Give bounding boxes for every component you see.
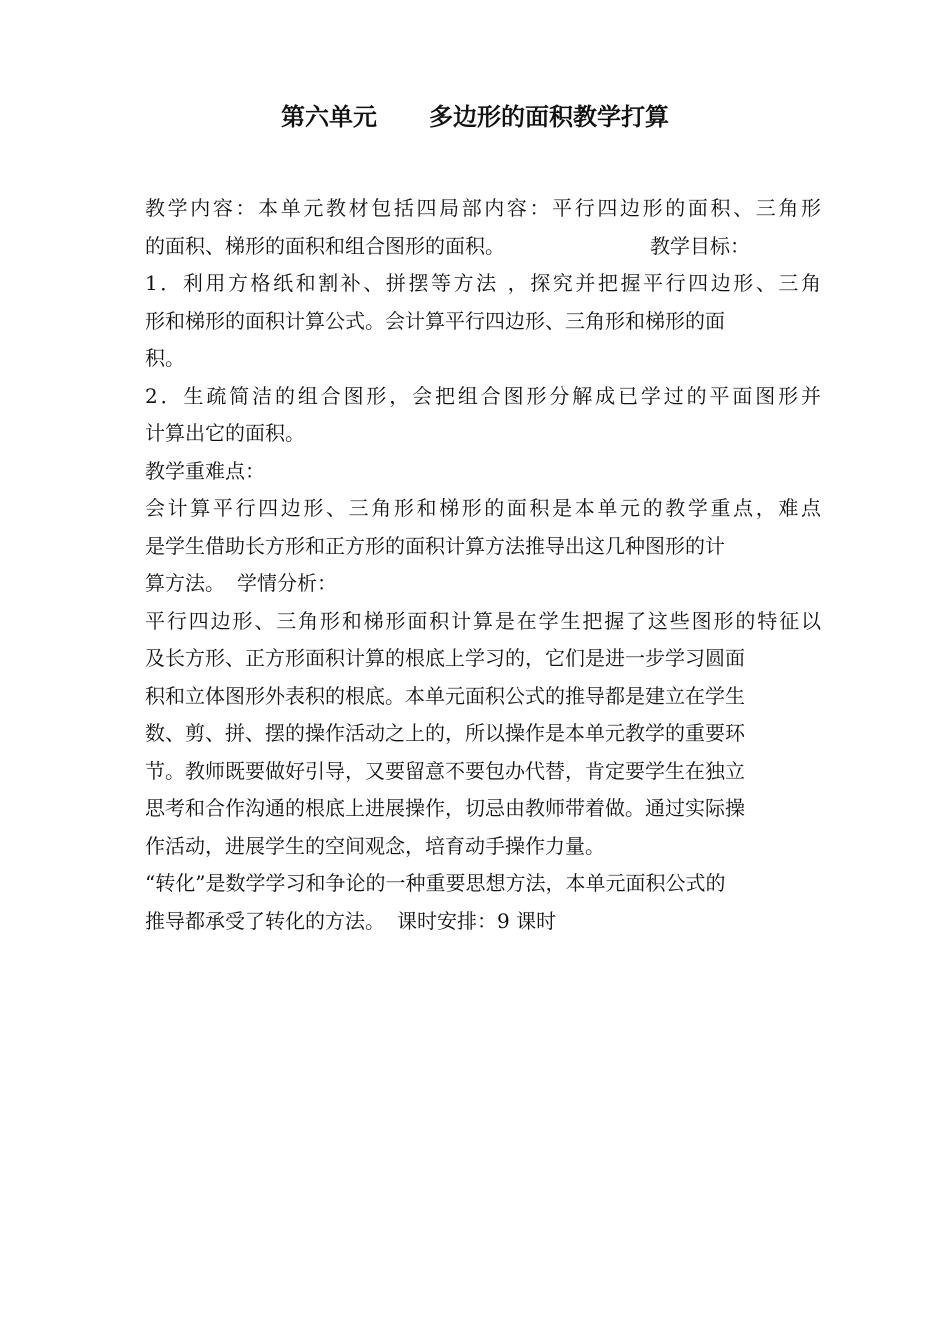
text-segment: 教学目标： [650,233,750,258]
text-line [145,228,821,266]
text-line: 2．生疏简洁的组合图形，会把组合图形分解成已学过的平面图形并 [145,383,821,408]
text-line: 及长方形、正方形面积计算的根底上学习的，它们是进一步学习圆面 [145,646,745,670]
text-segment: 学情分析： [237,571,337,595]
text-line [145,565,821,603]
document-title [0,101,950,133]
text-segment: 的面积、梯形的面积和组合图形的面积。 [145,233,505,258]
text-line: 节。教师既要做好引导，又要留意不要包办代替，肯定要学生在独立 [145,758,745,783]
text-line: 教学内容：本单元教材包括四局部内容：平行四边形的面积、三角形 [145,196,821,220]
text-line: 形和梯形的面积计算公式。会计算平行四边形、三角形和梯形的面 [145,308,725,333]
text-line: 会计算平行四边形、三角形和梯形的面积是本单元的教学重点，难点 [145,496,821,520]
text-line: 积。 [145,346,185,370]
text-line: 积和立体图形外表积的根底。本单元面积公式的推导都是建立在学生 [145,683,745,708]
title-unit: 第六单元 [281,103,377,131]
text-line: 数、剪、拼、摆的操作活动之上的，所以操作是本单元教学的重要环 [145,721,745,745]
text-line: 平行四边形、三角形和梯形面积计算是在学生把握了这些图形的特征以 [145,608,821,633]
text-line: “转化”是数学学习和争论的一种重要思想方法，本单元面积公式的 [145,871,726,895]
text-line [145,903,821,941]
document-body [145,190,821,940]
text-line: 思考和合作沟通的根底上进展操作，切忌由教师带着做。通过实际操 [145,796,745,820]
text-line: 教学重难点： [145,458,265,483]
text-line: 作活动，进展学生的空间观念，培育动手操作力量。 [145,833,605,858]
text-segment: 课时安排：9 课时 [397,908,557,933]
title-topic: 多边形的面积教学打算 [429,103,669,131]
text-line: 是学生借助长方形和正方形的面积计算方法推导出这几种图形的计 [145,533,725,558]
text-line: 计算出它的面积。 [145,421,305,445]
text-line: 1．利用方格纸和割补、拼摆等方法 ，探究并把握平行四边形、三角 [145,271,821,295]
text-segment: 推导都承受了转化的方法。 [145,908,385,933]
text-segment: 算方法。 [145,571,225,595]
